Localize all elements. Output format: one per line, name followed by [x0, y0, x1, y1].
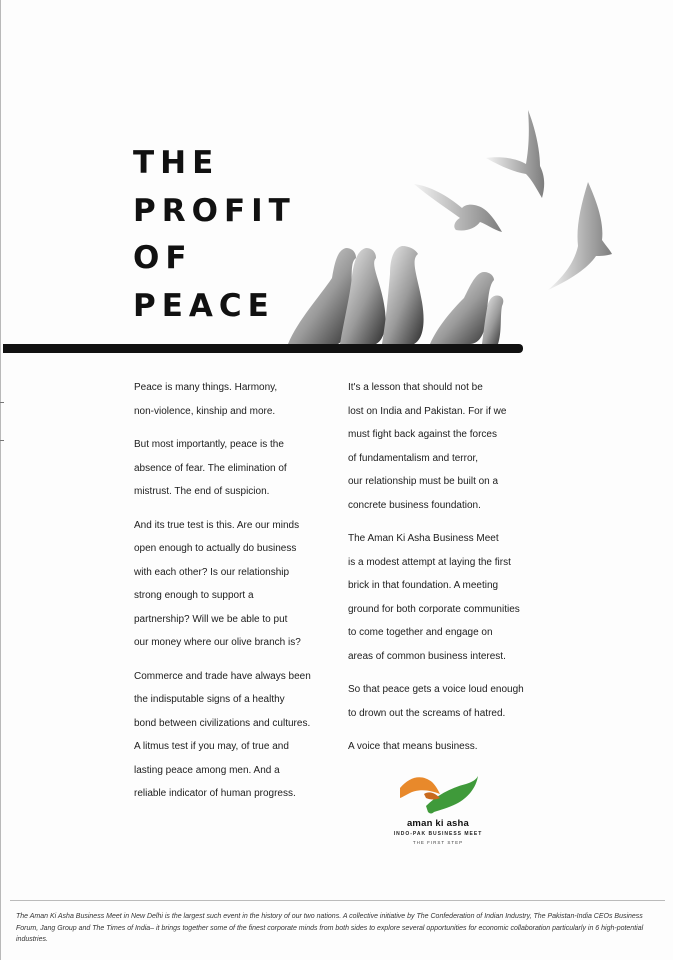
body-paragraph: Commerce and trade have always been the indisputable signs of a healthy bond between civilizations and cultures. A litmus test if you may, of true and lasting peace among men. And a reliable indicator of human progress.: [134, 670, 311, 799]
body-paragraph: But most importantly, peace is the absence of fear. The elimination of mistrust. The end of suspicion.: [134, 439, 287, 497]
dove-logo-icon: [396, 768, 480, 816]
logo-name: aman ki asha: [406, 818, 470, 829]
print-code-mark: [655, 858, 665, 892]
body-paragraph: And its true test is this. Are our minds open enough to actually do business with each other? Is our relationship strong enough to support a partnership? Will we be able to put our money where our olive branch is?: [134, 519, 301, 648]
logo-tagline: THE FIRST STEP: [412, 840, 464, 845]
body-paragraph: The Aman Ki Asha Business Meet is a modest attempt at laying the first brick in that foundation. A meeting ground for both corporate communities to come together and engage on areas of common business interest.: [348, 533, 520, 662]
logo-subtitle: INDO-PAK BUSINESS MEET: [393, 831, 483, 837]
doves-illustration: [280, 100, 620, 352]
body-column-right: [348, 376, 563, 769]
flying-dove: [548, 182, 612, 290]
headline: [133, 140, 296, 330]
perch-bar: [3, 344, 523, 353]
flying-dove: [486, 110, 544, 198]
body-column-left: [134, 376, 344, 816]
headline-line: PEACE: [133, 287, 275, 324]
flying-dove: [414, 184, 502, 232]
margin-tick: [0, 440, 4, 441]
headline-line: PROFIT: [133, 192, 296, 229]
body-paragraph: So that peace gets a voice loud enough to drown out the screams of hatred.: [348, 684, 524, 719]
margin-tick: [0, 402, 4, 403]
footer-divider: [10, 900, 665, 901]
body-paragraph: Peace is many things. Harmony, non-violence, kinship and more.: [134, 382, 278, 417]
perched-dove: [382, 246, 424, 344]
body-paragraph: A voice that means business.: [348, 741, 478, 752]
body-paragraph: It's a lesson that should not be lost on India and Pakistan. For if we must fight back against the forces of fundamentalism and terror, our relationship must be built on a concrete business foundation.: [348, 382, 507, 511]
headline-line: THE: [133, 145, 220, 181]
headline-line: OF: [133, 240, 193, 276]
footer-note: The Aman Ki Asha Business Meet in New Delhi is the largest such event in the history of our two nations. A collective initiative by The Confederation of Indian Industry, The Pakistan-India CEOs Business Forum, Jang Group and The Times of India– it brings together some of the finest corporate minds from both sides to explore several opportunities for economic collaboration particularly in 6 high-potential industries.: [16, 913, 644, 944]
aman-ki-asha-logo: [378, 768, 498, 845]
page-border: [0, 0, 1, 960]
